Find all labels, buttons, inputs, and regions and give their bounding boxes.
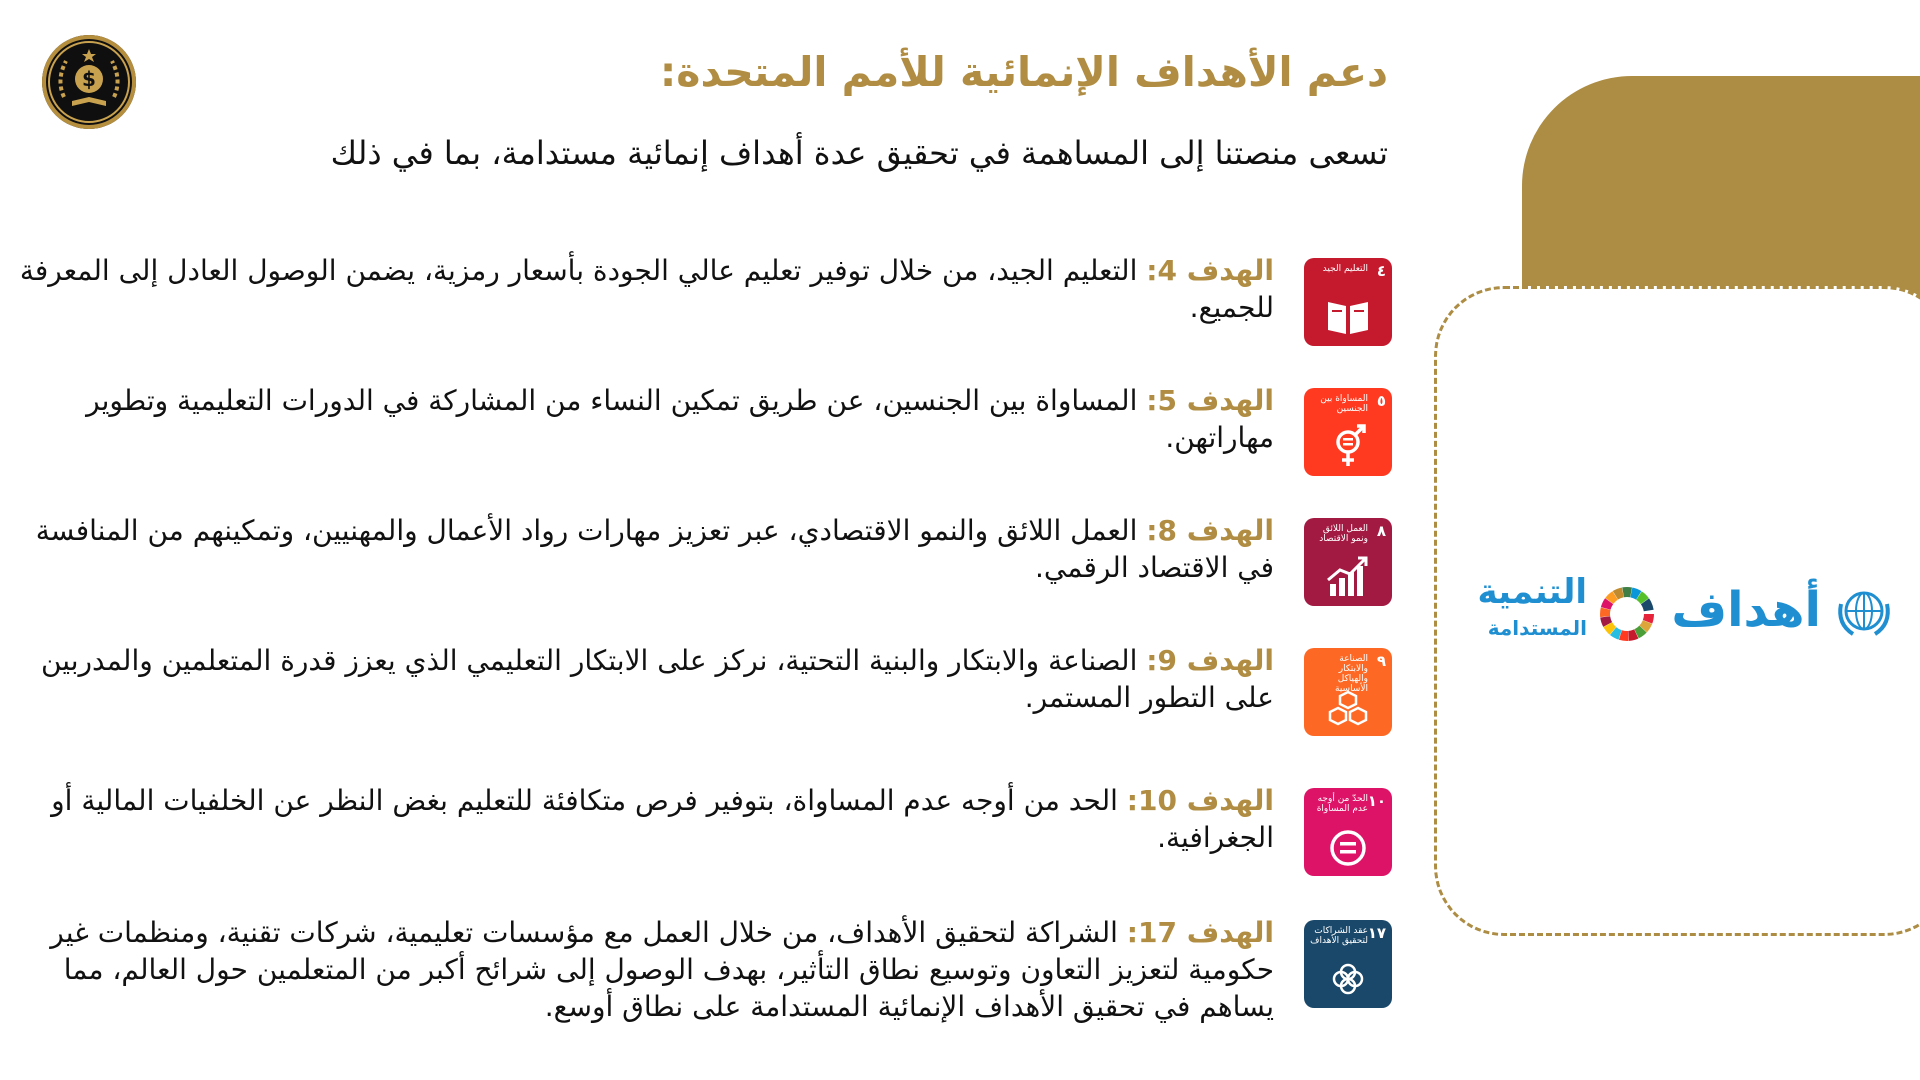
tile-number: ٥ [1376, 392, 1386, 410]
book-icon [1324, 294, 1372, 338]
sdg-color-wheel-icon [1599, 586, 1655, 642]
cubes-icon [1324, 684, 1372, 728]
goal-item-5 [0, 384, 1392, 476]
goal-label: الهدف 4: [1146, 254, 1274, 287]
tile-title: الصناعة والابتكار والهياكل الأساسية [1335, 654, 1368, 694]
tile-number: ٤ [1376, 262, 1386, 280]
goal-description: الهدف 10: الحد من أوجه عدم المساواة، بتوفير فرص متكافئة للتعليم بغض النظر عن الخلفيات المالية أو الجغرافية. [51, 784, 1274, 854]
sdg-tile-10 [1304, 788, 1392, 876]
goal-label: الهدف 8: [1146, 514, 1274, 547]
sdg-tile-8 [1304, 518, 1392, 606]
tile-title: عقد الشراكات لتحقيق الأهداف [1310, 926, 1368, 946]
goal-description: الهدف 9: الصناعة والابتكار والبنية التحتية، نركز على الابتكار التعليمي الذي يعزز قدرة المتعلمين والمدربين على التطور المستمر. [40, 644, 1274, 714]
goal-description: الهدف 8: العمل اللائق والنمو الاقتصادي، عبر تعزيز مهارات رواد الأعمال والمهنيين، وتمكينهم من المنافسة في الاقتصاد الرقمي. [35, 514, 1274, 584]
brand-line-2: المستدامة [1487, 616, 1587, 640]
goal-label: الهدف 9: [1146, 644, 1274, 677]
un-emblem-icon [1833, 584, 1895, 642]
tile-number: ١٧ [1367, 924, 1386, 942]
goal-item-8 [0, 514, 1392, 606]
goal-description: الهدف 5: المساواة بين الجنسين، عن طريق تمكين النساء من المشاركة في الدورات التعليمية وتطوير مهاراتهن. [86, 384, 1274, 454]
goal-label: الهدف 5: [1146, 384, 1274, 417]
goal-description: الهدف 17: الشراكة لتحقيق الأهداف، من خلال العمل مع مؤسسات تعليمية، شركات تقنية، ومنظمات غير حكومية لتعزيز التعاون وتوسيع نطاق التأثير، بهدف الوصول إلى شرائح أكبر من المتعلمين حول العالم، مما يساهم في تحقيق الأهداف الإنمائية المستدامة على نطاق أوسع. [50, 916, 1274, 1023]
goal-item-10 [0, 784, 1392, 876]
platform-logo [42, 35, 136, 129]
equals-circle-icon [1324, 824, 1372, 868]
tile-number: ٩ [1376, 652, 1386, 670]
page-title: دعم الأهداف الإنمائية للأمم المتحدة: [659, 48, 1388, 96]
sdg-brand-logo [1477, 572, 1895, 648]
goal-label: الهدف 10: [1126, 784, 1274, 817]
sdg-tile-9 [1304, 648, 1392, 736]
tile-title: العمل اللائق ونمو الاقتصاد [1319, 524, 1368, 544]
dollar-laurel-icon [42, 35, 136, 129]
brand-line-1: التنمية [1477, 572, 1587, 612]
svg-text:$: $ [82, 67, 96, 91]
growth-chart-icon [1324, 554, 1372, 598]
gender-equality-icon [1324, 424, 1372, 468]
sdg-tile-17 [1304, 920, 1392, 1008]
goal-label: الهدف 17: [1126, 916, 1274, 949]
tile-number: ٨ [1376, 522, 1386, 540]
sdg-tile-4 [1304, 258, 1392, 346]
brand-word: أهداف [1671, 582, 1821, 638]
goal-item-9 [0, 644, 1392, 736]
tile-title: الحدّ من أوجه عدم المساواة [1316, 794, 1368, 814]
sdg-tile-5 [1304, 388, 1392, 476]
tile-title: التعليم الجيد [1322, 264, 1368, 274]
goal-item-4 [0, 254, 1392, 346]
goal-description: الهدف 4: التعليم الجيد، من خلال توفير تعليم عالي الجودة بأسعار رمزية، يضمن الوصول العادل إلى المعرفة للجميع. [19, 254, 1274, 324]
page-subtitle: تسعى منصتنا إلى المساهمة في تحقيق عدة أهداف إنمائية مستدامة، بما في ذلك [330, 134, 1388, 172]
tile-number: ١٠ [1367, 792, 1386, 810]
partnership-flower-icon [1324, 956, 1372, 1000]
goal-item-17 [0, 916, 1392, 1025]
tile-title: المساواة بين الجنسين [1320, 394, 1368, 414]
